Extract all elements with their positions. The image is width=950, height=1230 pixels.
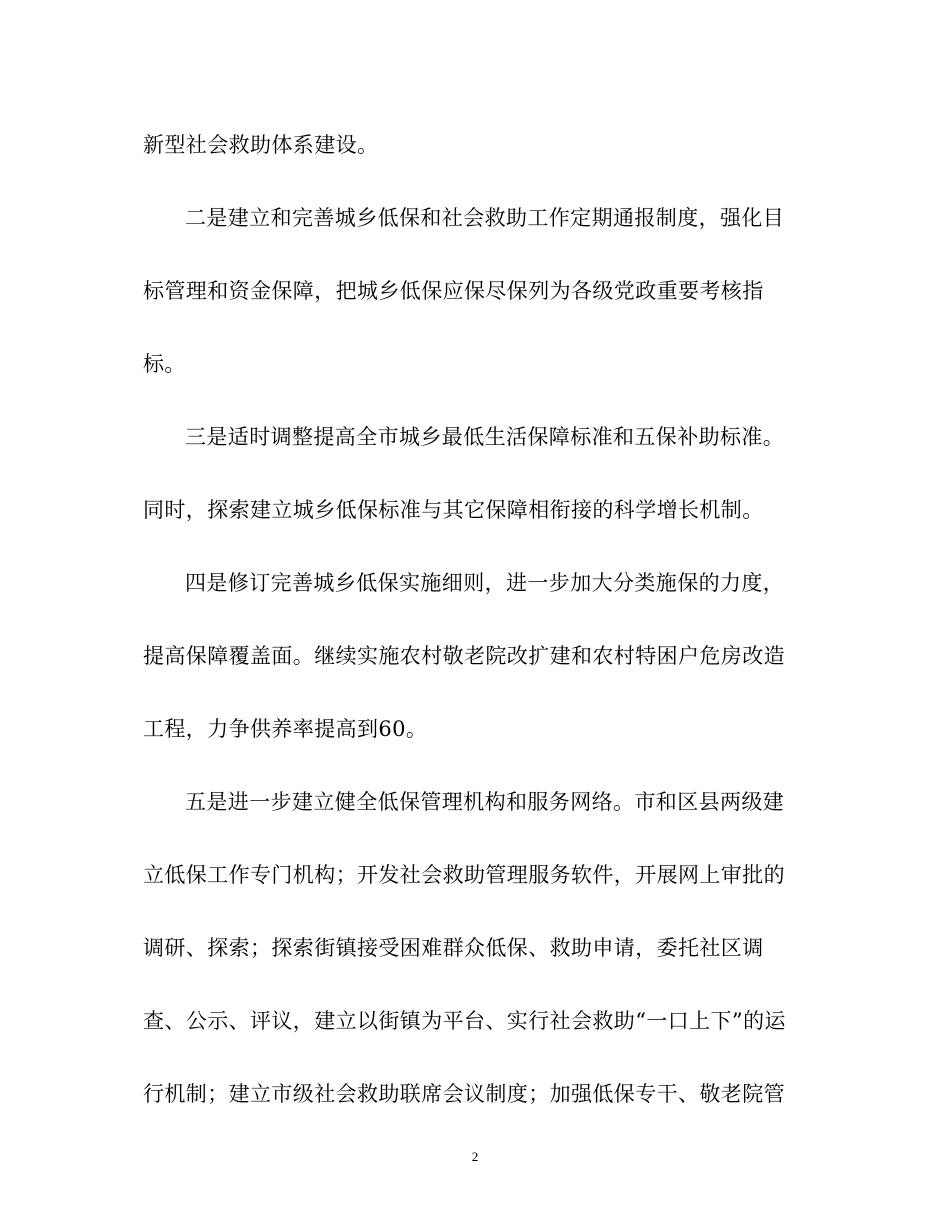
text-line: 行机制；建立市级社会救助联席会议制度；加强低保专干、敬老院管 xyxy=(143,1082,785,1106)
text-line: 同时，探索建立城乡低保标准与其它保障相衔接的科学增长机制。 xyxy=(143,498,764,522)
text-line: 工程，力争供养率提高到60。 xyxy=(143,717,428,741)
text-line: 新型社会救助体系建设。 xyxy=(143,133,379,157)
text-line: 标。 xyxy=(143,352,186,376)
text-line: 立低保工作专门机构；开发社会救助管理服务软件，开展网上审批的 xyxy=(143,863,785,887)
text-line: 调研、探索；探索街镇接受困难群众低保、救助申请，委托社区调 xyxy=(143,936,764,960)
paragraph-line: 四是修订完善城乡低保实施细则，进一步加大分类施保的力度， xyxy=(185,571,785,595)
text-line: 标管理和资金保障，把城乡低保应保尽保列为各级党政重要考核指 xyxy=(143,279,764,303)
paragraph-line: 三是适时调整提高全市城乡最低生活保障标准和五保补助标准。 xyxy=(185,425,785,449)
paragraph-line: 二是建立和完善城乡低保和社会救助工作定期通报制度，强化目 xyxy=(185,206,785,230)
page-number: 2 xyxy=(471,1149,479,1164)
text-line: 查、公示、评议，建立以街镇为平台、实行社会救助“一口上下”的运 xyxy=(143,1009,786,1033)
text-line: 提高保障覆盖面。继续实施农村敬老院改扩建和农村特困户危房改造 xyxy=(143,644,785,668)
paragraph-line: 五是进一步建立健全低保管理机构和服务网络。市和区县两级建 xyxy=(185,790,785,814)
